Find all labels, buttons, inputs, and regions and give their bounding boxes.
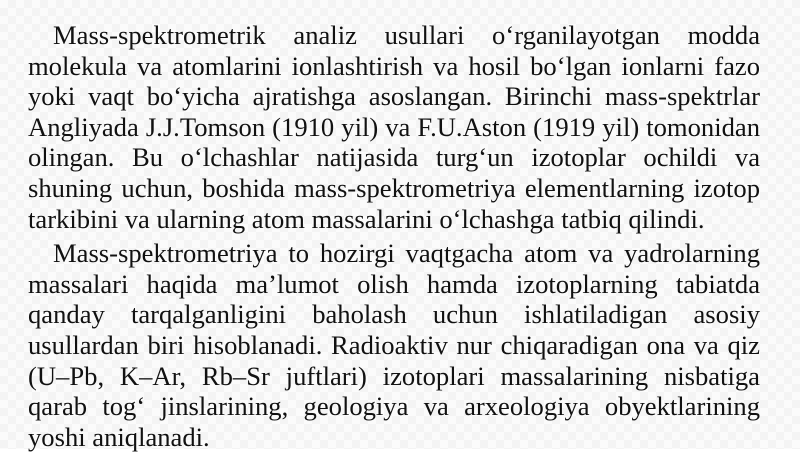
paragraph-mass-spectrometry-applications: Mass-spektrometriya to hozirgi vaqtgacha atom va yadrolarning massalari haqida ma’lumot olish hamda izotoplarning tabiatda qanday tarqalganligini baholash uchun ishlatiladigan asosiy usullardan biri hisoblanadi. Radioaktiv nur chiqaradigan ona va qiz (U–Pb, K–Ar, Rb–Sr juftlari) izotoplari massalarining nisbatiga qarab tog‘ jinslarining, geologiya va arxeologiya obyektlarining yoshi aniqlanadi. [28,238,760,452]
paragraph-mass-spectrometric-methods: Mass-spektrometrik analiz usullari o‘rganilayotgan modda molekula va atomlarini ionlashtirish va hosil bo‘lgan ionlarni fazo yoki vaqt bo‘yicha ajratishga asoslangan. Birinchi mass-spektrlar Angliyada J.J.Tomson (1910 yil) va F.U.Aston (1919 yil) tomonidan olingan. Bu o‘lchashlar natijasida turg‘un izotoplar ochildi va shuning uchun, boshida mass-spektrometriya elementlarning izotop tarkibini va ularning atom massalarini o‘lchashga tatbiq qilindi. [28,20,760,234]
document-text [28,20,760,452]
